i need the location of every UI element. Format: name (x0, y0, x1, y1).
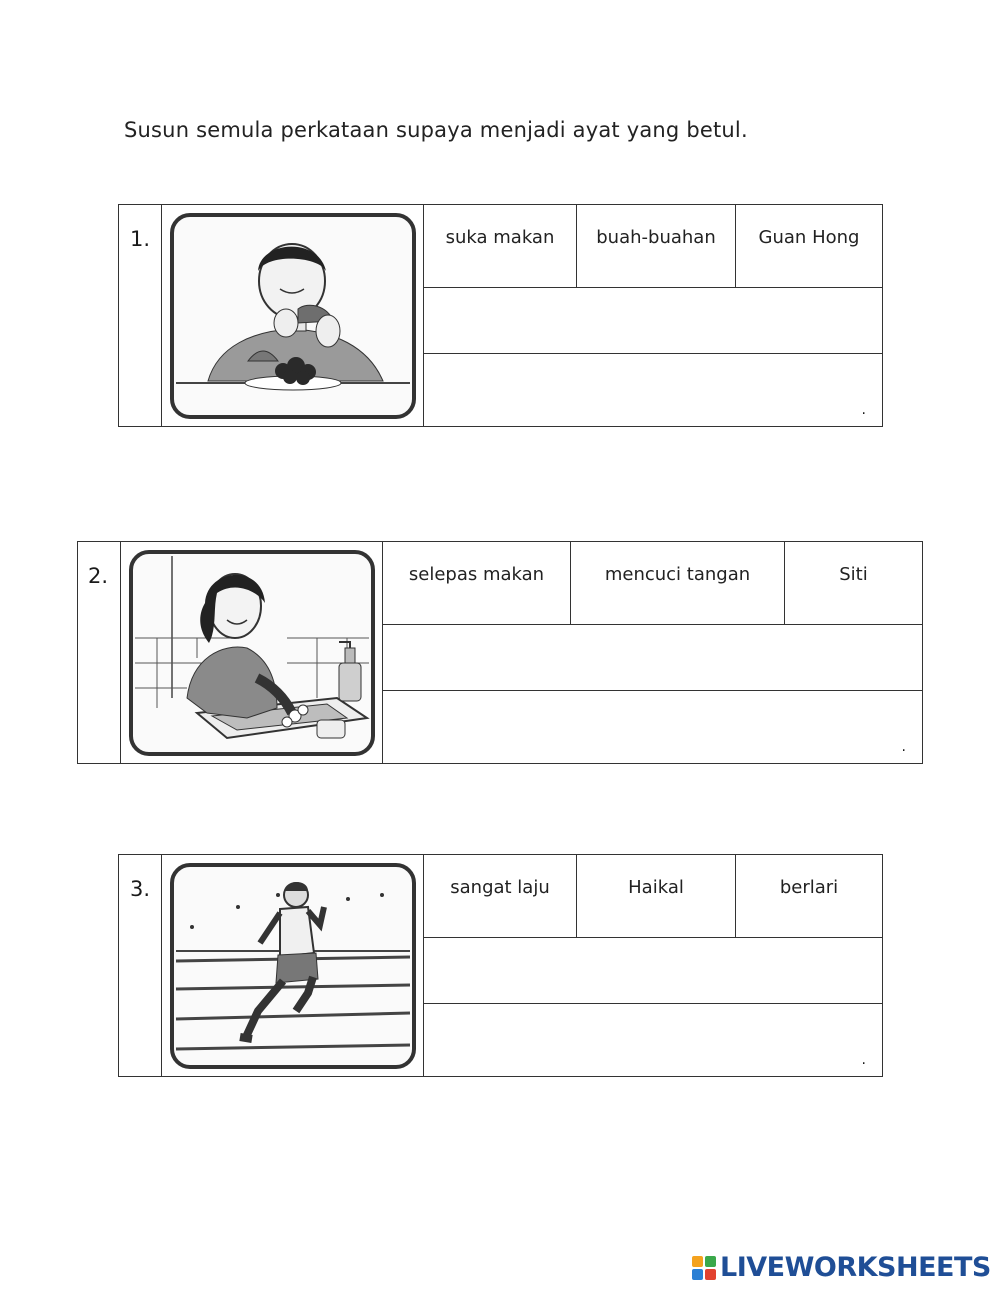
word-card[interactable]: Guan Hong (735, 205, 882, 287)
question-number: 1. (119, 205, 162, 426)
liveworksheets-logo-icon (692, 1256, 716, 1280)
logo-text: LIVEWORKSHEETS (720, 1252, 991, 1283)
liveworksheets-logo (692, 1252, 991, 1283)
question-number: 2. (78, 542, 121, 763)
answer-line[interactable] (424, 354, 882, 426)
answer-area (424, 205, 882, 426)
word-cards-row (424, 855, 882, 938)
boy-running-picture (162, 855, 424, 1076)
word-card[interactable]: buah-buahan (576, 205, 735, 287)
end-period: . (861, 402, 866, 418)
answer-drop-zone[interactable] (424, 938, 882, 1004)
word-card[interactable]: selepas makan (408, 564, 545, 585)
boy-eating-fruit-picture (162, 205, 424, 426)
instruction-text: Susun semula perkataan supaya menjadi ayat yang betul. (124, 118, 748, 142)
answer-area (424, 855, 882, 1076)
question-1-table (118, 204, 883, 427)
word-cards-row (424, 205, 882, 288)
word-card[interactable]: berlari (735, 855, 882, 937)
word-cards-row (383, 542, 922, 625)
answer-line[interactable] (424, 1004, 882, 1076)
answer-line[interactable] (383, 691, 922, 763)
end-period: . (861, 1052, 866, 1068)
word-card[interactable]: Siti (784, 542, 922, 624)
word-card[interactable]: sangat laju (450, 877, 550, 898)
answer-drop-zone[interactable] (424, 288, 882, 354)
girl-washing-hands-picture (121, 542, 383, 763)
word-card[interactable]: mencuci tangan (570, 542, 784, 624)
end-period: . (901, 739, 906, 755)
question-2-table (77, 541, 923, 764)
word-card[interactable]: suka makan (445, 227, 555, 248)
answer-area (383, 542, 922, 763)
answer-drop-zone[interactable] (383, 625, 922, 691)
word-card[interactable]: Haikal (576, 855, 735, 937)
question-3-table (118, 854, 883, 1077)
question-number: 3. (119, 855, 162, 1076)
